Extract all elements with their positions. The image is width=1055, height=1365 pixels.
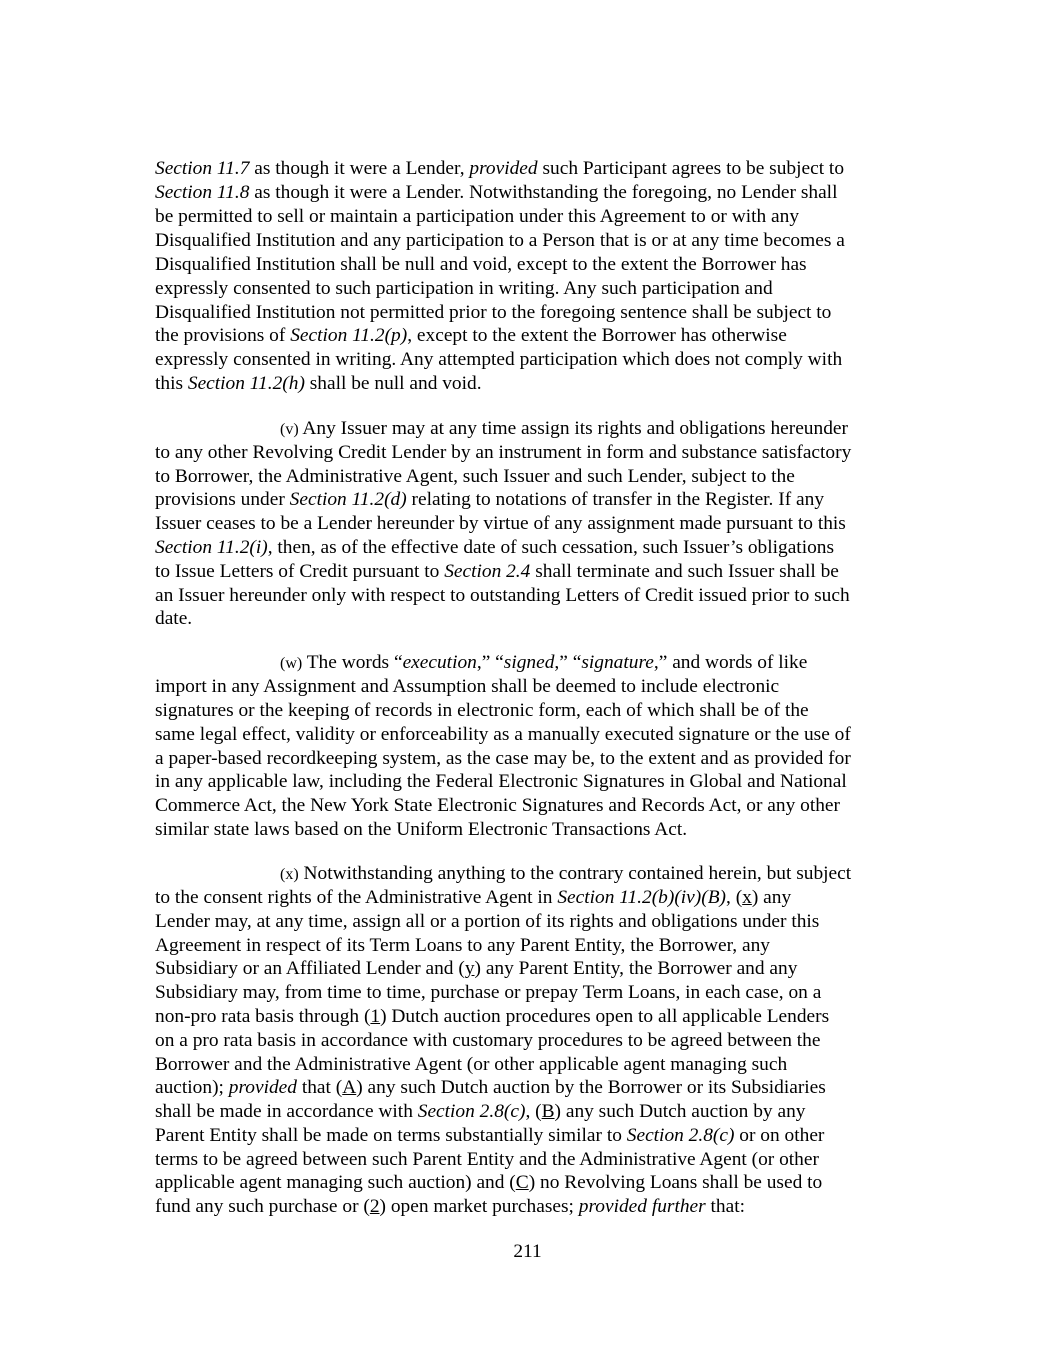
text-run: , ( — [525, 1101, 542, 1122]
text-line: an Issuer hereunder only with respect to outstanding Letters of Credit issued prior to such — [155, 585, 850, 606]
text-run: ,” and words of like — [653, 652, 808, 673]
text-run: that: — [705, 1196, 745, 1217]
text-run: Parent Entity shall be made on terms substantially similar to — [155, 1125, 627, 1146]
text-run: provisions under — [155, 489, 290, 510]
text-line — [280, 651, 807, 676]
text-run: ) any such Dutch auction by the Borrower or its Subsidiaries — [356, 1077, 826, 1098]
paragraph-marker: (v) — [280, 421, 299, 438]
text-run: , then, as of the effective date of such cessation, such Issuer’s obligations — [267, 537, 835, 558]
clause-label: A — [342, 1077, 357, 1098]
text-line — [280, 417, 848, 442]
text-run: Subsidiary or an Affiliated Lender and ( — [155, 958, 465, 979]
text-run: to the consent rights of the Administrative Agent in — [155, 887, 558, 908]
text-line: import in any Assignment and Assumption shall be deemed to include electronic — [155, 676, 780, 697]
text-line: in any applicable law, including the Federal Electronic Signatures in Global and National — [155, 771, 847, 792]
clause-label: C — [515, 1172, 529, 1193]
emphasis: signature — [581, 652, 654, 673]
text-line: expressly consented in writing. Any attempted participation which does not comply with — [155, 349, 843, 370]
text-run: applicable agent managing such auction) and ( — [155, 1172, 516, 1193]
text-line: date. — [155, 608, 193, 629]
text-line: Issuer ceases to be a Lender hereunder by virtue of any assignment made pursuant to this — [155, 513, 846, 534]
text-line: Agreement in respect of its Term Loans to any Parent Entity, the Borrower, any — [155, 935, 770, 956]
text-run: auction); — [155, 1077, 229, 1098]
text-run: such Participant agrees to be subject to — [537, 158, 845, 179]
section-reference: Section 11.2(i) — [155, 537, 268, 558]
text-line: Borrower and the Administrative Agent (or other applicable agent managing such — [155, 1054, 788, 1075]
text-line: Lender may, at any time, assign all or a portion of its rights and obligations under this — [155, 911, 820, 932]
clause-label: B — [541, 1101, 555, 1122]
text-run: to Issue Letters of Credit pursuant to — [155, 561, 445, 582]
text-run: ) any Parent Entity, the Borrower and any — [474, 958, 798, 979]
text-line: signatures or the keeping of records in electronic form, each of which shall be of the — [155, 700, 809, 721]
text-line: same legal effect, validity or enforceability as a manually executed signature or the use of — [155, 724, 851, 745]
text-line: be permitted to sell or maintain a participation under this Agreement to or with any — [155, 206, 800, 227]
text-run: relating to notations of transfer in the Register. If any — [406, 489, 825, 510]
text-run: ) any such Dutch auction by any — [554, 1101, 806, 1122]
text-line — [155, 957, 797, 981]
emphasis: provided — [228, 1077, 297, 1098]
text-line — [155, 372, 482, 396]
clause-label: x — [742, 887, 752, 908]
text-line: expressly consented to such participation in writing. Any such participation and — [155, 278, 773, 299]
section-reference: Section 2.8(c) — [417, 1101, 526, 1122]
clause-label: 1 — [370, 1006, 381, 1027]
text-line: similar state laws based on the Uniform Electronic Transactions Act. — [155, 819, 688, 840]
text-line — [155, 1076, 826, 1100]
emphasis: signed — [503, 652, 555, 673]
paragraph-marker: (w) — [280, 655, 303, 672]
text-run: Any Issuer may at any time assign its rights and obligations hereunder — [298, 418, 848, 439]
text-run: , except to the extent the Borrower has otherwise — [407, 325, 787, 346]
text-run: ) open market purchases; — [379, 1196, 579, 1217]
text-run: shall be made in accordance with — [155, 1101, 418, 1122]
text-run: ) any — [751, 887, 792, 908]
text-line — [155, 536, 834, 560]
text-line — [155, 157, 844, 181]
text-run: ) no Revolving Loans shall be used to — [528, 1172, 823, 1193]
text-run: shall be null and void. — [304, 373, 482, 394]
text-run: as though it were a Lender. Notwithstanding the foregoing, no Lender shall — [249, 182, 838, 203]
text-run: this — [155, 373, 188, 394]
text-run: ) Dutch auction procedures open to all applicable Lenders — [380, 1006, 830, 1027]
text-line: to Borrower, the Administrative Agent, such Issuer and such Lender, subject to the — [155, 466, 795, 487]
text-run: The words “ — [302, 652, 403, 673]
text-line: Commerce Act, the New York State Electronic Signatures and Records Act, or any other — [155, 795, 840, 816]
text-run: Notwithstanding anything to the contrary contained herein, but subject — [298, 863, 852, 884]
text-run: fund any such purchase or ( — [155, 1196, 370, 1217]
text-line: Subsidiary may, from time to time, purchase or prepay Term Loans, in each case, on a — [155, 982, 822, 1003]
text-line — [155, 1100, 805, 1124]
text-line: terms to be agreed between such Parent Entity and the Administrative Agent (or other — [155, 1149, 819, 1170]
text-line — [155, 560, 839, 584]
text-line — [155, 886, 791, 910]
page-number: 211 — [513, 1241, 542, 1262]
section-reference: Section 2.4 — [444, 561, 531, 582]
text-run: , ( — [726, 887, 743, 908]
text-line: Disqualified Institution and any participation to a Person that is or at any time becomes a — [155, 230, 845, 251]
emphasis: provided — [469, 158, 538, 179]
text-run: that ( — [297, 1077, 343, 1098]
text-line — [280, 862, 851, 887]
section-reference: Section 11.7 — [155, 158, 250, 179]
clause-label: y — [464, 958, 475, 979]
text-run: as though it were a Lender, — [249, 158, 470, 179]
text-line: on a pro rata basis in accordance with customary procedures to be agreed between the — [155, 1030, 821, 1051]
text-run: non-pro rata basis through ( — [155, 1006, 371, 1027]
emphasis: execution — [402, 652, 477, 673]
text-line: Disqualified Institution shall be null and void, except to the extent the Borrower has — [155, 254, 807, 275]
text-line — [155, 1124, 824, 1148]
section-reference: Section 11.2(p) — [290, 325, 408, 346]
emphasis: provided further — [578, 1196, 706, 1217]
text-line: to any other Revolving Credit Lender by an instrument in form and substance satisfactory — [155, 442, 852, 463]
paragraph-marker: (x) — [280, 866, 299, 883]
text-line — [155, 324, 787, 348]
text-line: a paper-based recordkeeping system, as the case may be, to the extent and as provided for — [155, 748, 851, 769]
section-reference: Section 11.8 — [155, 182, 250, 203]
text-run: or on other — [734, 1125, 825, 1146]
text-line — [155, 1195, 745, 1219]
text-line: Disqualified Institution not permitted prior to the foregoing sentence shall be subject to — [155, 302, 832, 323]
section-reference: Section 11.2(d) — [289, 489, 407, 510]
text-line — [155, 181, 837, 205]
text-run: shall terminate and such Issuer shall be — [530, 561, 839, 582]
text-run: the provisions of — [155, 325, 291, 346]
section-reference: Section 11.2(h) — [187, 373, 305, 394]
section-reference: Section 2.8(c) — [626, 1125, 735, 1146]
text-line — [155, 1005, 829, 1029]
text-line — [155, 1171, 822, 1195]
text-run: ,” “ — [476, 652, 504, 673]
section-reference: Section 11.2(b)(iv)(B) — [557, 887, 727, 908]
text-line — [155, 488, 824, 512]
clause-label: 2 — [369, 1196, 380, 1217]
text-run: ,” “ — [554, 652, 582, 673]
